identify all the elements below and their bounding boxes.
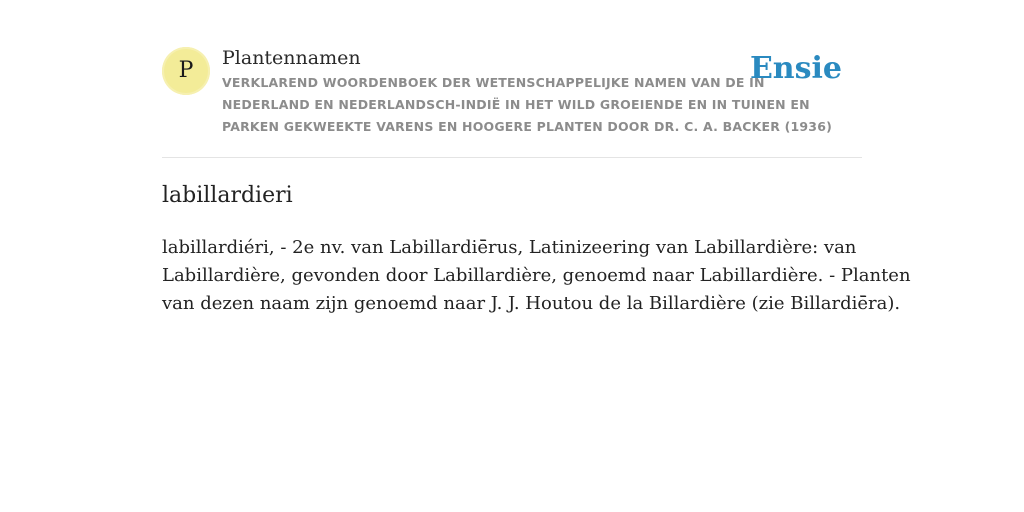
book-subtitle — [222, 72, 833, 138]
book-avatar[interactable] — [162, 47, 210, 95]
book-subtitle-line: NEDERLAND EN NEDERLANDSCH-INDIË IN HET WILD GROEIENDE EN IN TUINEN EN — [222, 97, 810, 112]
definition-line: Labillardière, gevonden door Labillardière, genoemd naar Labillardière. - Planten — [162, 265, 911, 286]
book-subtitle-line: PARKEN GEKWEEKTE VARENS EN HOOGERE PLANTEN DOOR DR. C. A. BACKER (1936) — [222, 119, 833, 134]
ensie-logo-link[interactable]: Ensie — [749, 51, 842, 86]
entry-title: labillardieri — [162, 183, 293, 208]
book-subtitle-line: VERKLAREND WOORDENBOEK DER WETENSCHAPPELIJKE NAMEN VAN DE IN — [222, 75, 765, 90]
book-header — [162, 45, 862, 158]
entry-definition — [162, 234, 911, 318]
definition-line: labillardiéri, - 2e nv. van Labillardiē̄rus, Latinizeering van Labillardière: van — [162, 237, 857, 258]
avatar-letter: P — [178, 58, 194, 83]
definition-line: van dezen naam zijn genoemd naar J. J. Houtou de la Billardière (zie Billardiē̄ra). — [162, 293, 901, 314]
book-title[interactable]: Plantennamen — [222, 47, 361, 69]
